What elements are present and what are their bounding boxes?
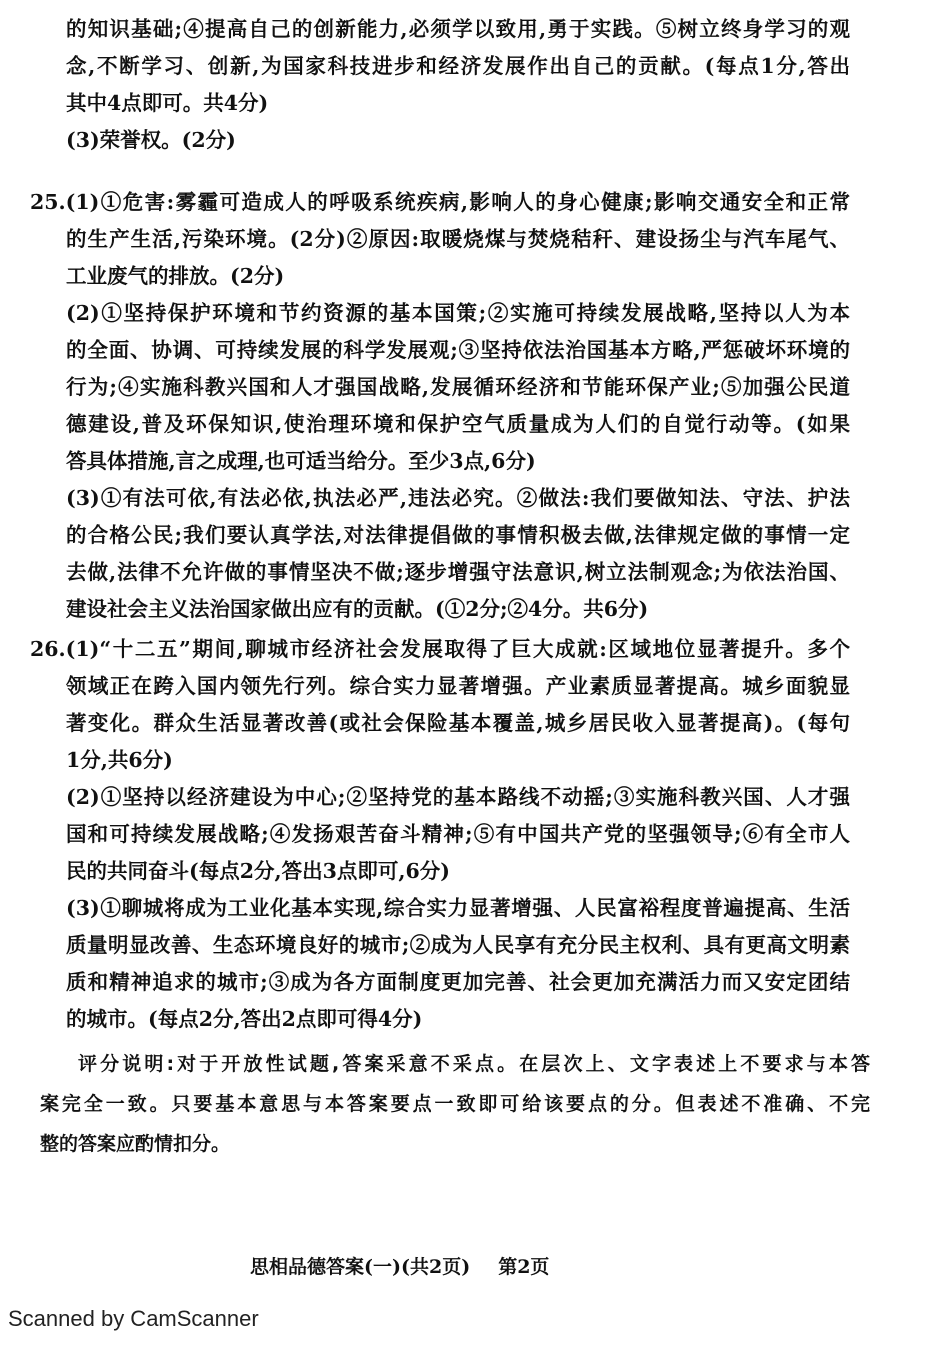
text-line: 民的共同奋斗(每点2分,答出3点即可,6分)	[66, 859, 450, 883]
text-line: 质量明显改善、生态环境良好的城市;②成为人民享有充分民主权利、具有更高文明素	[66, 933, 850, 957]
footer-title: 思相品德答案(一)(共2页)	[250, 1256, 471, 1278]
text-line: 领域正在跨入国内领先行列。综合实力显著增强。产业素质显著提高。城乡面貌显	[66, 674, 850, 698]
text-line: 念,不断学习、创新,为国家科技进步和经济发展作出自己的贡献。(每点1分,答出	[66, 54, 850, 78]
text-line: 整的答案应酌情扣分。	[40, 1133, 231, 1155]
text-line: (2)①坚持以经济建设为中心;②坚持党的基本路线不动摇;③实施科教兴国、人才强	[66, 785, 850, 809]
text-line: 的知识基础;④提高自己的创新能力,必须学以致用,勇于实践。⑤树立终身学习的观	[66, 17, 850, 41]
text-line: 的合格公民;我们要认真学法,对法律提倡做的事情积极去做,法律规定做的事情一定	[66, 523, 850, 547]
text-line: 评分说明:对于开放性试题,答案采意不采点。在层次上、文字表述上不要求与本答	[78, 1053, 870, 1075]
text-line: 建设社会主义法治国家做出应有的贡献。(①2分;②4分。共6分)	[66, 597, 649, 621]
question-26	[30, 631, 850, 1038]
scanner-watermark: Scanned by CamScanner	[8, 1306, 259, 1331]
text-line: 德建设,普及环保知识,使治理环境和保护空气质量成为人们的自觉行动等。(如果	[66, 412, 850, 436]
page-footer	[250, 1252, 549, 1279]
text-line: 25.(1)①危害:雾霾可造成人的呼吸系统疾病,影响人的身心健康;影响交通安全和正常	[30, 190, 850, 214]
text-line: 质和精神追求的城市;③成为各方面制度更加完善、社会更加充满活力而又安定团结	[66, 970, 850, 994]
text-line: (3)荣誉权。(2分)	[66, 128, 236, 152]
question-25	[30, 184, 850, 628]
text-line: (3)①聊城将成为工业化基本实现,综合实力显著增强、人民富裕程度普遍提高、生活	[66, 896, 850, 920]
text-line: 著变化。群众生活显著改善(或社会保险基本覆盖,城乡居民收入显著提高)。(每句	[66, 711, 850, 735]
text-line: 的全面、协调、可持续发展的科学发展观;③坚持依法治国基本方略,严惩破坏环境的	[66, 338, 850, 362]
text-line: 答具体措施,言之成理,也可适当给分。至少3点,6分)	[66, 449, 536, 473]
scoring-note	[40, 1044, 870, 1164]
text-line: 工业废气的排放。(2分)	[66, 264, 285, 288]
text-line: 1分,共6分)	[66, 748, 173, 772]
text-line: 案完全一致。只要基本意思与本答案要点一致即可给该要点的分。但表述不准确、不完	[40, 1093, 870, 1115]
text-line: 国和可持续发展战略;④发扬艰苦奋斗精神;⑤有中国共产党的坚强领导;⑥有全市人	[66, 822, 850, 846]
text-line: 26.(1)“十二五”期间,聊城市经济社会发展取得了巨大成就:区域地位显著提升。多个	[30, 637, 850, 661]
text-line: (2)①坚持保护环境和节约资源的基本国策;②实施可持续发展战略,坚持以人为本	[66, 301, 850, 325]
text-line: 行为;④实施科教兴国和人才强国战略,发展循环经济和节能环保产业;⑤加强公民道	[66, 375, 850, 399]
text-line: 去做,法律不允许做的事情坚决不做;逐步增强守法意识,树立法制观念;为依法治国、	[66, 560, 850, 584]
continuation-block	[66, 11, 850, 159]
text-line: (3)①有法可依,有法必依,执法必严,违法必究。②做法:我们要做知法、守法、护法	[66, 486, 850, 510]
text-line: 其中4点即可。共4分)	[66, 91, 269, 115]
text-line: 的生产生活,污染环境。(2分)②原因:取暖烧煤与焚烧秸秆、建设扬尘与汽车尾气、	[66, 227, 850, 251]
text-line: 的城市。(每点2分,答出2点即可得4分)	[66, 1007, 423, 1031]
page-number: 第2页	[498, 1256, 550, 1278]
